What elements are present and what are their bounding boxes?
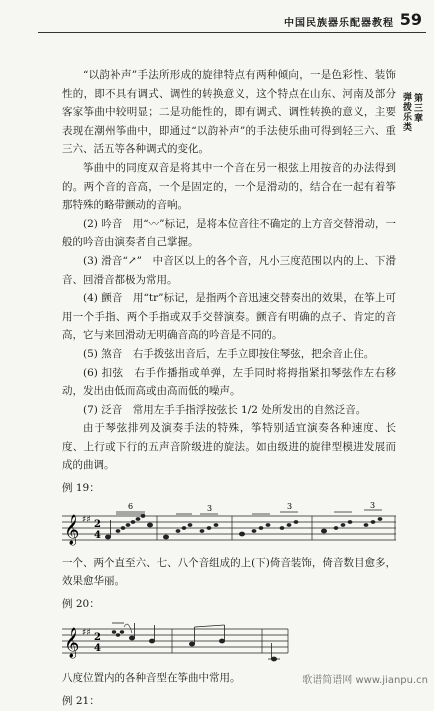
side-chapter-label: [401, 84, 422, 132]
example-label-20: 例 20：: [62, 597, 100, 610]
music-example-19: [62, 500, 396, 552]
treble-clef-icon: 𝄞: [64, 628, 80, 659]
time-signature-top: 2: [94, 632, 101, 644]
tuplet-label: 3: [370, 500, 376, 510]
paragraph: 筝曲中的同度双音是将其中一个音在另一根弦上用按音的办法得到的。两个音的音高，一个是固定的，一个是滑动的，结合在一起有着筝那特殊的略带颤动的音响。: [62, 161, 396, 212]
side-chapter: 第三章: [412, 93, 422, 123]
time-signature-bottom: 4: [94, 643, 101, 655]
treble-clef-icon: 𝄞: [64, 514, 80, 545]
watermark: 歌谱简谱网 www.jianpu.cn: [302, 675, 428, 686]
example-label-21: 例 21：: [62, 695, 100, 708]
time-signature-top: 2: [94, 518, 101, 530]
page-header: [0, 0, 434, 38]
paragraph: 八度位置内的各种音型在筝曲中常用。: [62, 672, 241, 685]
header-rule: [38, 32, 426, 33]
time-signature-bottom: 4: [94, 529, 101, 541]
paragraph: 一个、两个直至六、七、八个音组成的上(下)倚音装饰，倚音数目愈多，效果愈华丽。: [62, 556, 396, 588]
key-signature-icon: ♯♯: [82, 514, 91, 525]
paragraph: (3) 滑音“↗” 中音区以上的各个音，凡小三度范围以内的上、下滑音、回滑音都极为常用。: [62, 254, 396, 286]
paragraph: (7) 泛音 常用左手手指浮按弦长 1/2 处所发出的自然泛音。: [83, 403, 367, 416]
page-number: 59: [399, 10, 422, 29]
key-signature-icon: ♯♯: [82, 628, 91, 639]
paragraph: (6) 扣弦 右手作播指或单弹，左手同时将拇指紧扣琴弦作左右移动，发出由低而高或由高而低的噪声。: [62, 366, 396, 398]
book-title: 中国民族器乐配器教程: [284, 18, 394, 29]
example-label-19: 例 19：: [62, 482, 100, 495]
paragraph: (5) 煞音 右手拨弦出音后，左手立即按住琴弦，把余音止住。: [83, 347, 375, 360]
side-section: 弹拨乐类: [401, 92, 411, 132]
tuplet-label: 6: [128, 501, 134, 511]
music-example-20: [62, 615, 396, 667]
paragraph: 由于琴弦排列及演奏手法的特殊，筝特别适宜演奏各种速度、长度、上行或下行的五声音阶级进的旋法。如由级进的旋律型模进发展而成的曲调。: [62, 422, 396, 472]
tuplet-label: 3: [287, 501, 293, 511]
paragraph: (4) 颤音 用“tr”标记，是指两个音迅速交替奏出的效果，在筝上可用一个手指、两个手指或双手交替演奏。颤音有明确的点子、肯定的音高，它与来回滑动无明确音高的吟音是不同的。: [62, 292, 396, 342]
body-text: [62, 66, 396, 711]
tuplet-label: 3: [207, 503, 213, 513]
paragraph: “以韵补声”手法所形成的旋律特点有两种倾向，一是色彩性、装饰性的，即不具有调式、调性的转换意义，这个特点在山东、河南及部分客家筝曲中较明显；二是功能性的，即有调式、调性转换的意义，主要表现在潮州筝曲中，即通过“以韵补声”的手法使乐曲可得到轻三六、重三六、活五等各种调式的变化。: [62, 69, 396, 156]
paragraph: (2) 吟音 用“〰”标记，是将本位音往不确定的上方音交替滑动，一般的吟音由演奏者自己掌握。: [62, 217, 396, 249]
